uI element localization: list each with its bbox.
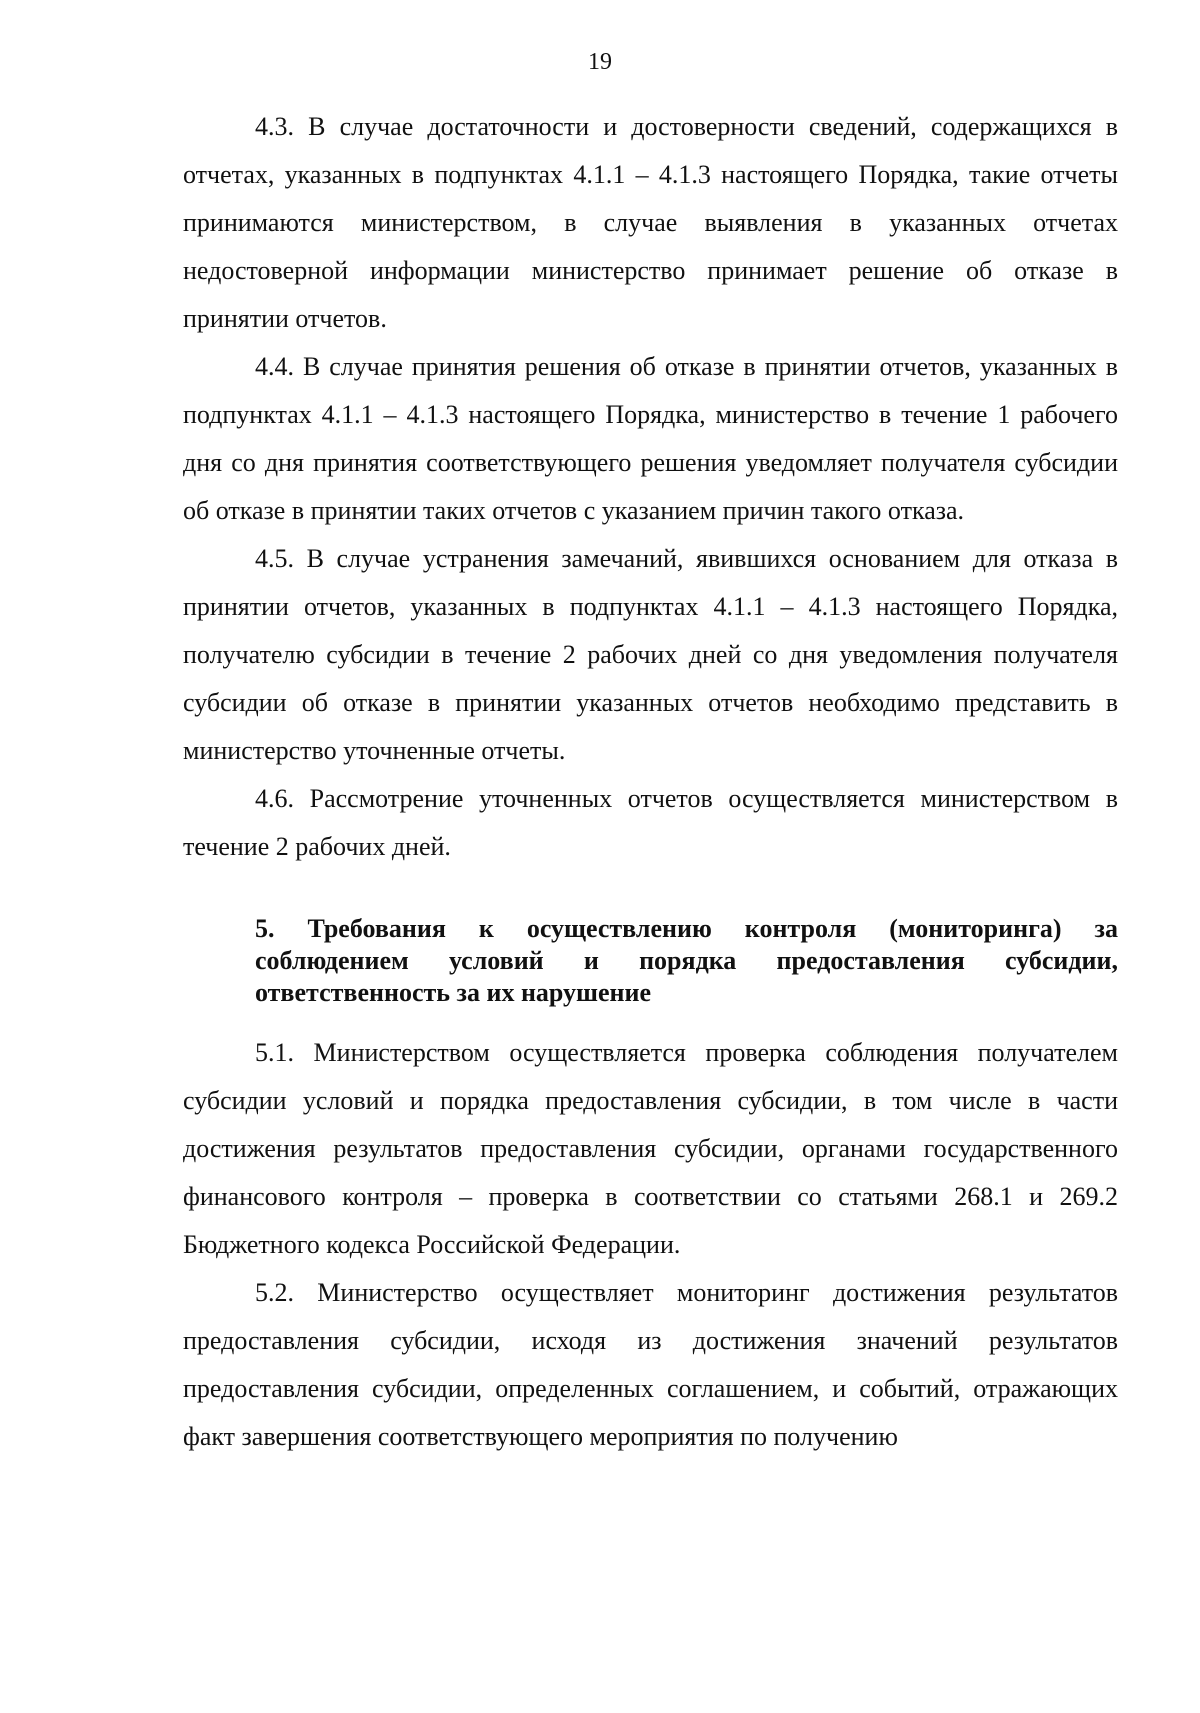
paragraph-4-4: 4.4. В случае принятия решения об отказе в принятии отчетов, указанных в подпунктах 4.1.1 – 4.1.3 настоящего Порядка, министерство в течение 1 рабочего дня со дня принятия соответствующего решения уведомляет получателя субсидии об отказе в принятии таких отчетов с указанием причин такого отказа.: [183, 352, 1118, 525]
paragraph-4-5: 4.5. В случае устранения замечаний, явившихся основанием для отказа в принятии отчетов, указанных в подпунктах 4.1.1 – 4.1.3 настоящего Порядка, получателю субсидии в течение 2 рабочих дней со дня уведомления получателя субсидии об отказе в принятии указанных отчетов необходимо представить в министерство уточненные отчеты.: [183, 544, 1118, 765]
paragraph-4-3: 4.3. В случае достаточности и достоверности сведений, содержащихся в отчетах, указанных в подпунктах 4.1.1 – 4.1.3 настоящего Порядка, такие отчеты принимаются министерством, в случае выявления в указанных отчетах недостоверной информации министерство принимает решение об отказе в принятии отчетов.: [183, 112, 1118, 333]
document-body: [183, 103, 1118, 1461]
page-number: 19: [588, 49, 612, 75]
paragraph-5-1: 5.1. Министерством осуществляется проверка соблюдения получателем субсидии условий и порядка предоставления субсидии, в том числе в части достижения результатов предоставления субсидии, органами государственного финансового контроля – проверка в соответствии со статьями 268.1 и 269.2 Бюджетного кодекса Российской Федерации.: [183, 1038, 1118, 1259]
paragraph-5-2: 5.2. Министерство осуществляет мониторинг достижения результатов предоставления субсидии, исходя из достижения значений результатов предоставления субсидии, определенных соглашением, и событий, отражающих факт завершения соответствующего мероприятия по получению: [183, 1278, 1118, 1451]
section-5-heading: 5. Требования к осуществлению контроля (мониторинга) за соблюдением условий и порядка предоставления субсидии, ответственность за их нарушение: [255, 914, 1118, 1007]
paragraph-4-6: 4.6. Рассмотрение уточненных отчетов осуществляется министерством в течение 2 рабочих дней.: [183, 784, 1118, 861]
